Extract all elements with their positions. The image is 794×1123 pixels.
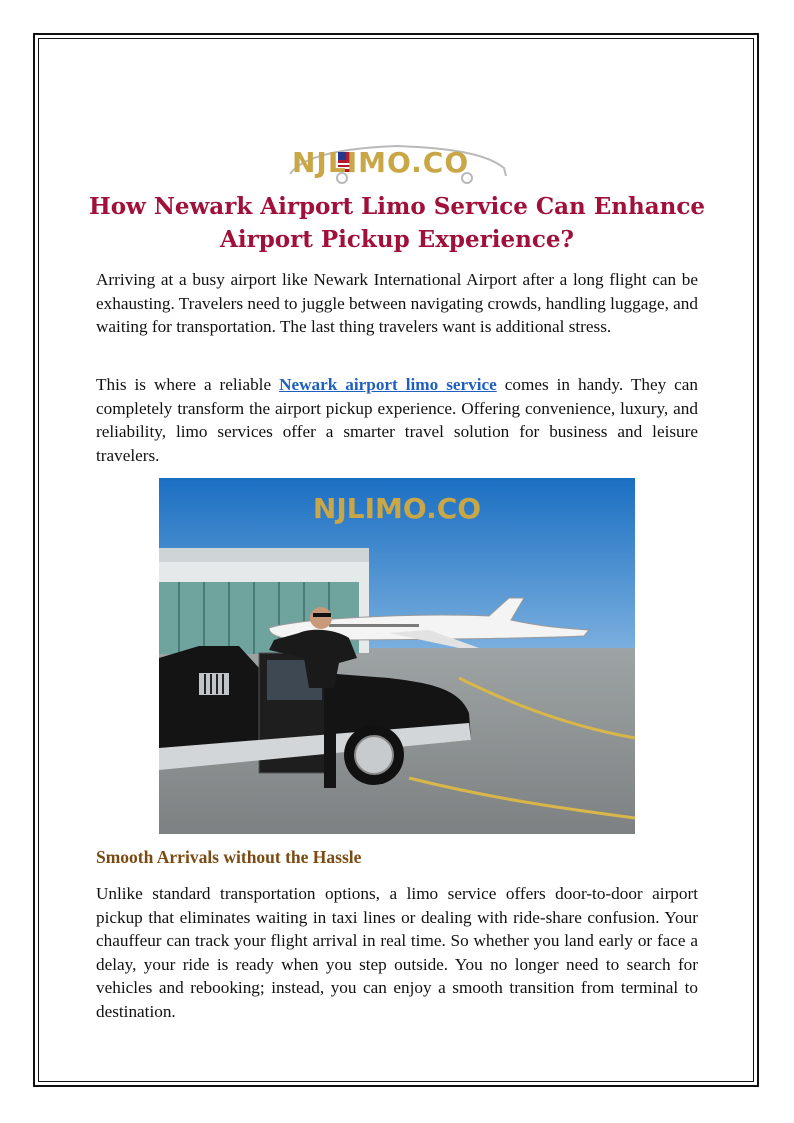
limo-jet-illustration [159,478,635,834]
header-logo [282,138,512,190]
page-title: How Newark Airport Limo Service Can Enhance Airport Pickup Experience? [88,193,706,253]
intro-paragraph-1: Arriving at a busy airport like Newark International Airport after a long flight can be exhausting. Travelers need to juggle between navigating crowds, handling luggage, and waiting for transportation. The last thing travelers want is additional stress. [96,270,698,336]
newark-limo-service-link[interactable]: Newark airport limo service [279,375,497,394]
section-heading-smooth-arrivals: Smooth Arrivals without the Hassle [96,847,362,867]
photo-logo-text: NJLIMO.CO [312,492,482,525]
intro-paragraph-2-after: comes in handy. They can completely transform the airport pickup experience. Offering convenience, luxury, and reliability, limo services offer a smarter travel solution for business and leisure travelers. [96,375,698,465]
intro-paragraph-2 [96,373,698,467]
intro-paragraph-2-before: This is where a reliable [96,375,280,394]
section-paragraph: Unlike standard transportation options, a limo service offers door-to-door airport pickup that eliminates waiting in taxi lines or dealing with ride-share confusion. Your chauffeur can track your flight arrival in real time. So whether you land early or face a delay, your ride is ready when you step outside. You no longer need to search for vehicles and rebooking; instead, you can enjoy a smooth transition from terminal to destination. [96,884,698,1021]
limo-airport-photo [159,478,635,834]
logo-text: NJLIMO.CO [292,146,470,179]
